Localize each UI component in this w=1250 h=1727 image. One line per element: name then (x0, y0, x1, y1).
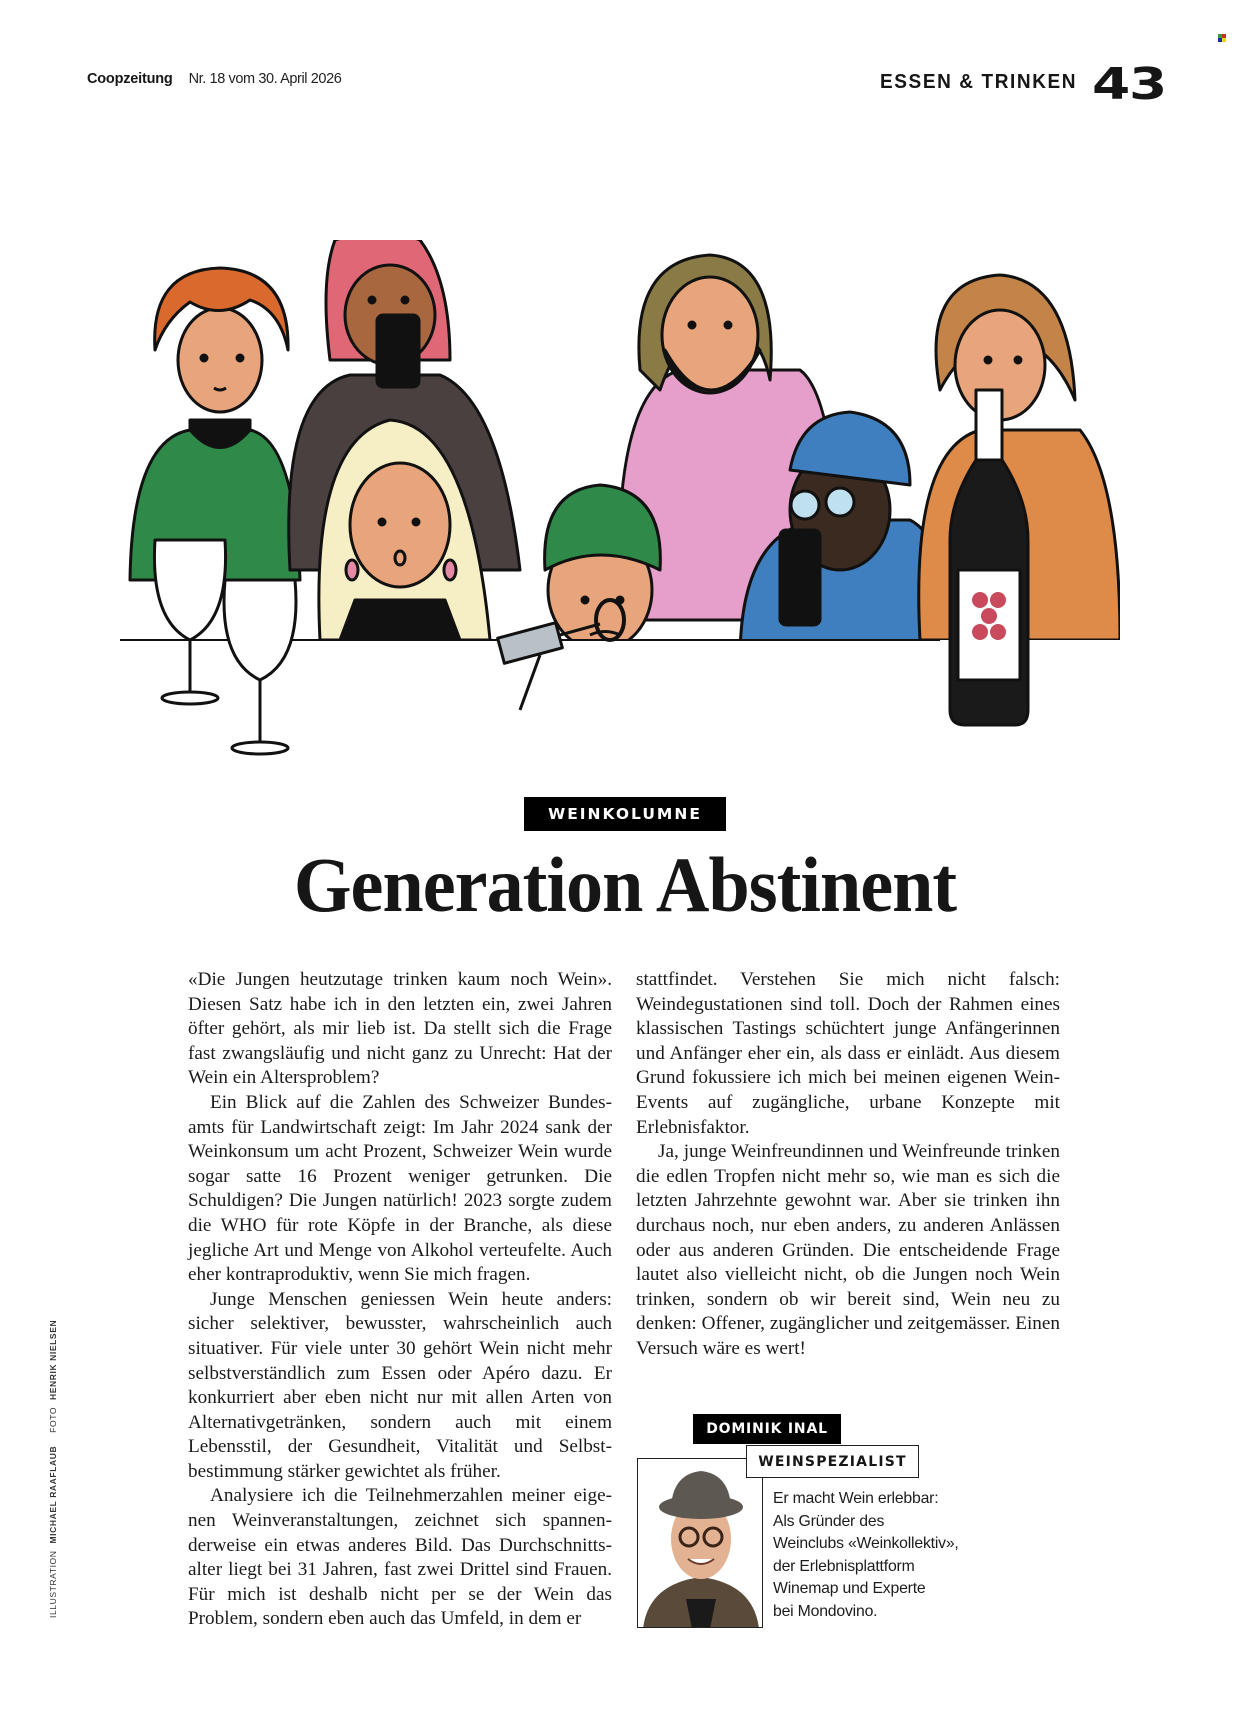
person-green-beanie-icon (545, 485, 661, 650)
bio-line: Er macht Wein erlebbar: (773, 1490, 939, 1507)
author-name-label: DOMINIK INAL (693, 1414, 841, 1444)
bio-line: Winemap und Experte (773, 1580, 926, 1597)
author-bio (773, 1488, 1003, 1623)
masthead (87, 71, 341, 87)
photo-credit-label: FOTO (48, 1406, 58, 1433)
page-number: 43 (1092, 59, 1167, 110)
author-photo (637, 1458, 763, 1628)
bio-line: der Erlebnisplattform (773, 1557, 915, 1575)
paragraph: Ein Blick auf die Zahlen des Schweizer Bundesamts für Landwirtschaft zeigt: Im Jahr 2024 sank der Weinkonsum um acht Prozent, Schweizer Wein wurde sogar satte 16 Prozent weniger getrunken. Die Schuldigen? Die Jungen natürlich! 2023 sorgte zudem die WHO für rote Köpfe in der Branche, als diese jegliche Art und Menge von Alkohol verteufelte. Auch eher kontraproduktiv, wenn Sie mich fragen. (188, 1091, 612, 1286)
issue-info: Nr. 18 vom 30. April 2026 (188, 71, 342, 87)
publication-name: Coopzeitung (87, 71, 173, 87)
column-kicker-label: WEINKOLUMNE (524, 797, 726, 831)
author-role-label: WEINSPEZIALIST (746, 1445, 919, 1478)
bio-line: Als Gründer des (773, 1512, 885, 1530)
illustration-credit-label: ILLUSTRATION (48, 1550, 58, 1618)
bio-line: bei Mondovino. (773, 1602, 878, 1620)
author-portrait-icon (638, 1459, 763, 1628)
person-curly-hair-icon (130, 268, 300, 580)
paragraph: «Die Jungen heutzutage trinken kaum noch Wein». Diesen Satz habe ich in den letzten ein, zwei Jahren öfter gehört, als mir lieb ist. Da stellt sich die Frage fast zwangsläufig und nicht ganz zu Unrecht: Hat der Wein ein Altersproblem? (188, 969, 612, 1089)
paragraph: Junge Menschen geniessen Wein heute anders: sicher selektiver, bewusster, wahrscheinlich auch situativer. Für viele unter 30 gehört Wein nicht mehr selbstverständlich zum Essen oder Apéro dazu. Er konkurriert aber eben nicht nur mit allen Arten von Alternativgetränken, sondern auch mit einem Lebensstil, der Gesundheit, Vitalität und Selbstbestimmung stärker gewichtet als früher. (188, 1288, 612, 1482)
photo-credit-name: HENRIK NIELSEN (48, 1319, 58, 1400)
bio-line: Weinclubs «Weinkollektiv», (773, 1535, 959, 1552)
color-registration-mark-icon (1218, 34, 1226, 42)
paragraph: Ja, junge Weinfreundinnen und Weinfreunde trinken die edlen Tropfen nicht mehr so, wie man es sich die letzten Jahrzehnte gewohnt war. Aber sie trinken ihn durchaus noch, nur eben anders, zu anderen Anlässen oder aus anderen Gründen. Die entscheidende Frage lautet also vielleicht nicht, ob die Jungen noch Wein trinken, sondern ob wir bereit sind, Wein neu zu denken: Offener, zugänglicher und zeitgemässer. Einen Versuch wäre es wert! (636, 1141, 1060, 1359)
article-headline: Generation Abstinent (293, 841, 957, 928)
paragraph: Analysiere ich die Teilnehmerzahlen meiner eigenen Weinveranstaltungen, zeichnet sich spannenderweise ein etwas anderes Bild. Das Durchschnittsalter liegt bei 31 Jahren, fast zwei Drittel sind Frauen. Für mich ist deshalb nicht per se der Wein das Problem, sondern eben auch das Umfeld, in dem er (188, 1485, 612, 1630)
paragraph: stattfindet. Verstehen Sie mich nicht falsch: Weindegustationen sind toll. Doch der Rahmen eines klassischen Tastings schüchtert junge Anfängerinnen und Anfänger eher ein, als dass er einlädt. Aus diesem Grund fokussiere ich mich bei meinen eigenen Wein-Events auf zugängliche, urbane Konzepte mit Erlebnisfaktor. (636, 969, 1060, 1138)
article-body-left-column (188, 968, 612, 1632)
image-credits (48, 1310, 58, 1618)
article-body-right-column (636, 968, 1060, 1362)
illustration-credit-name: MICHAEL RAAFLAUB (48, 1445, 58, 1544)
article-illustration (120, 240, 1120, 760)
section-title: ESSEN & TRINKEN (880, 71, 1078, 94)
